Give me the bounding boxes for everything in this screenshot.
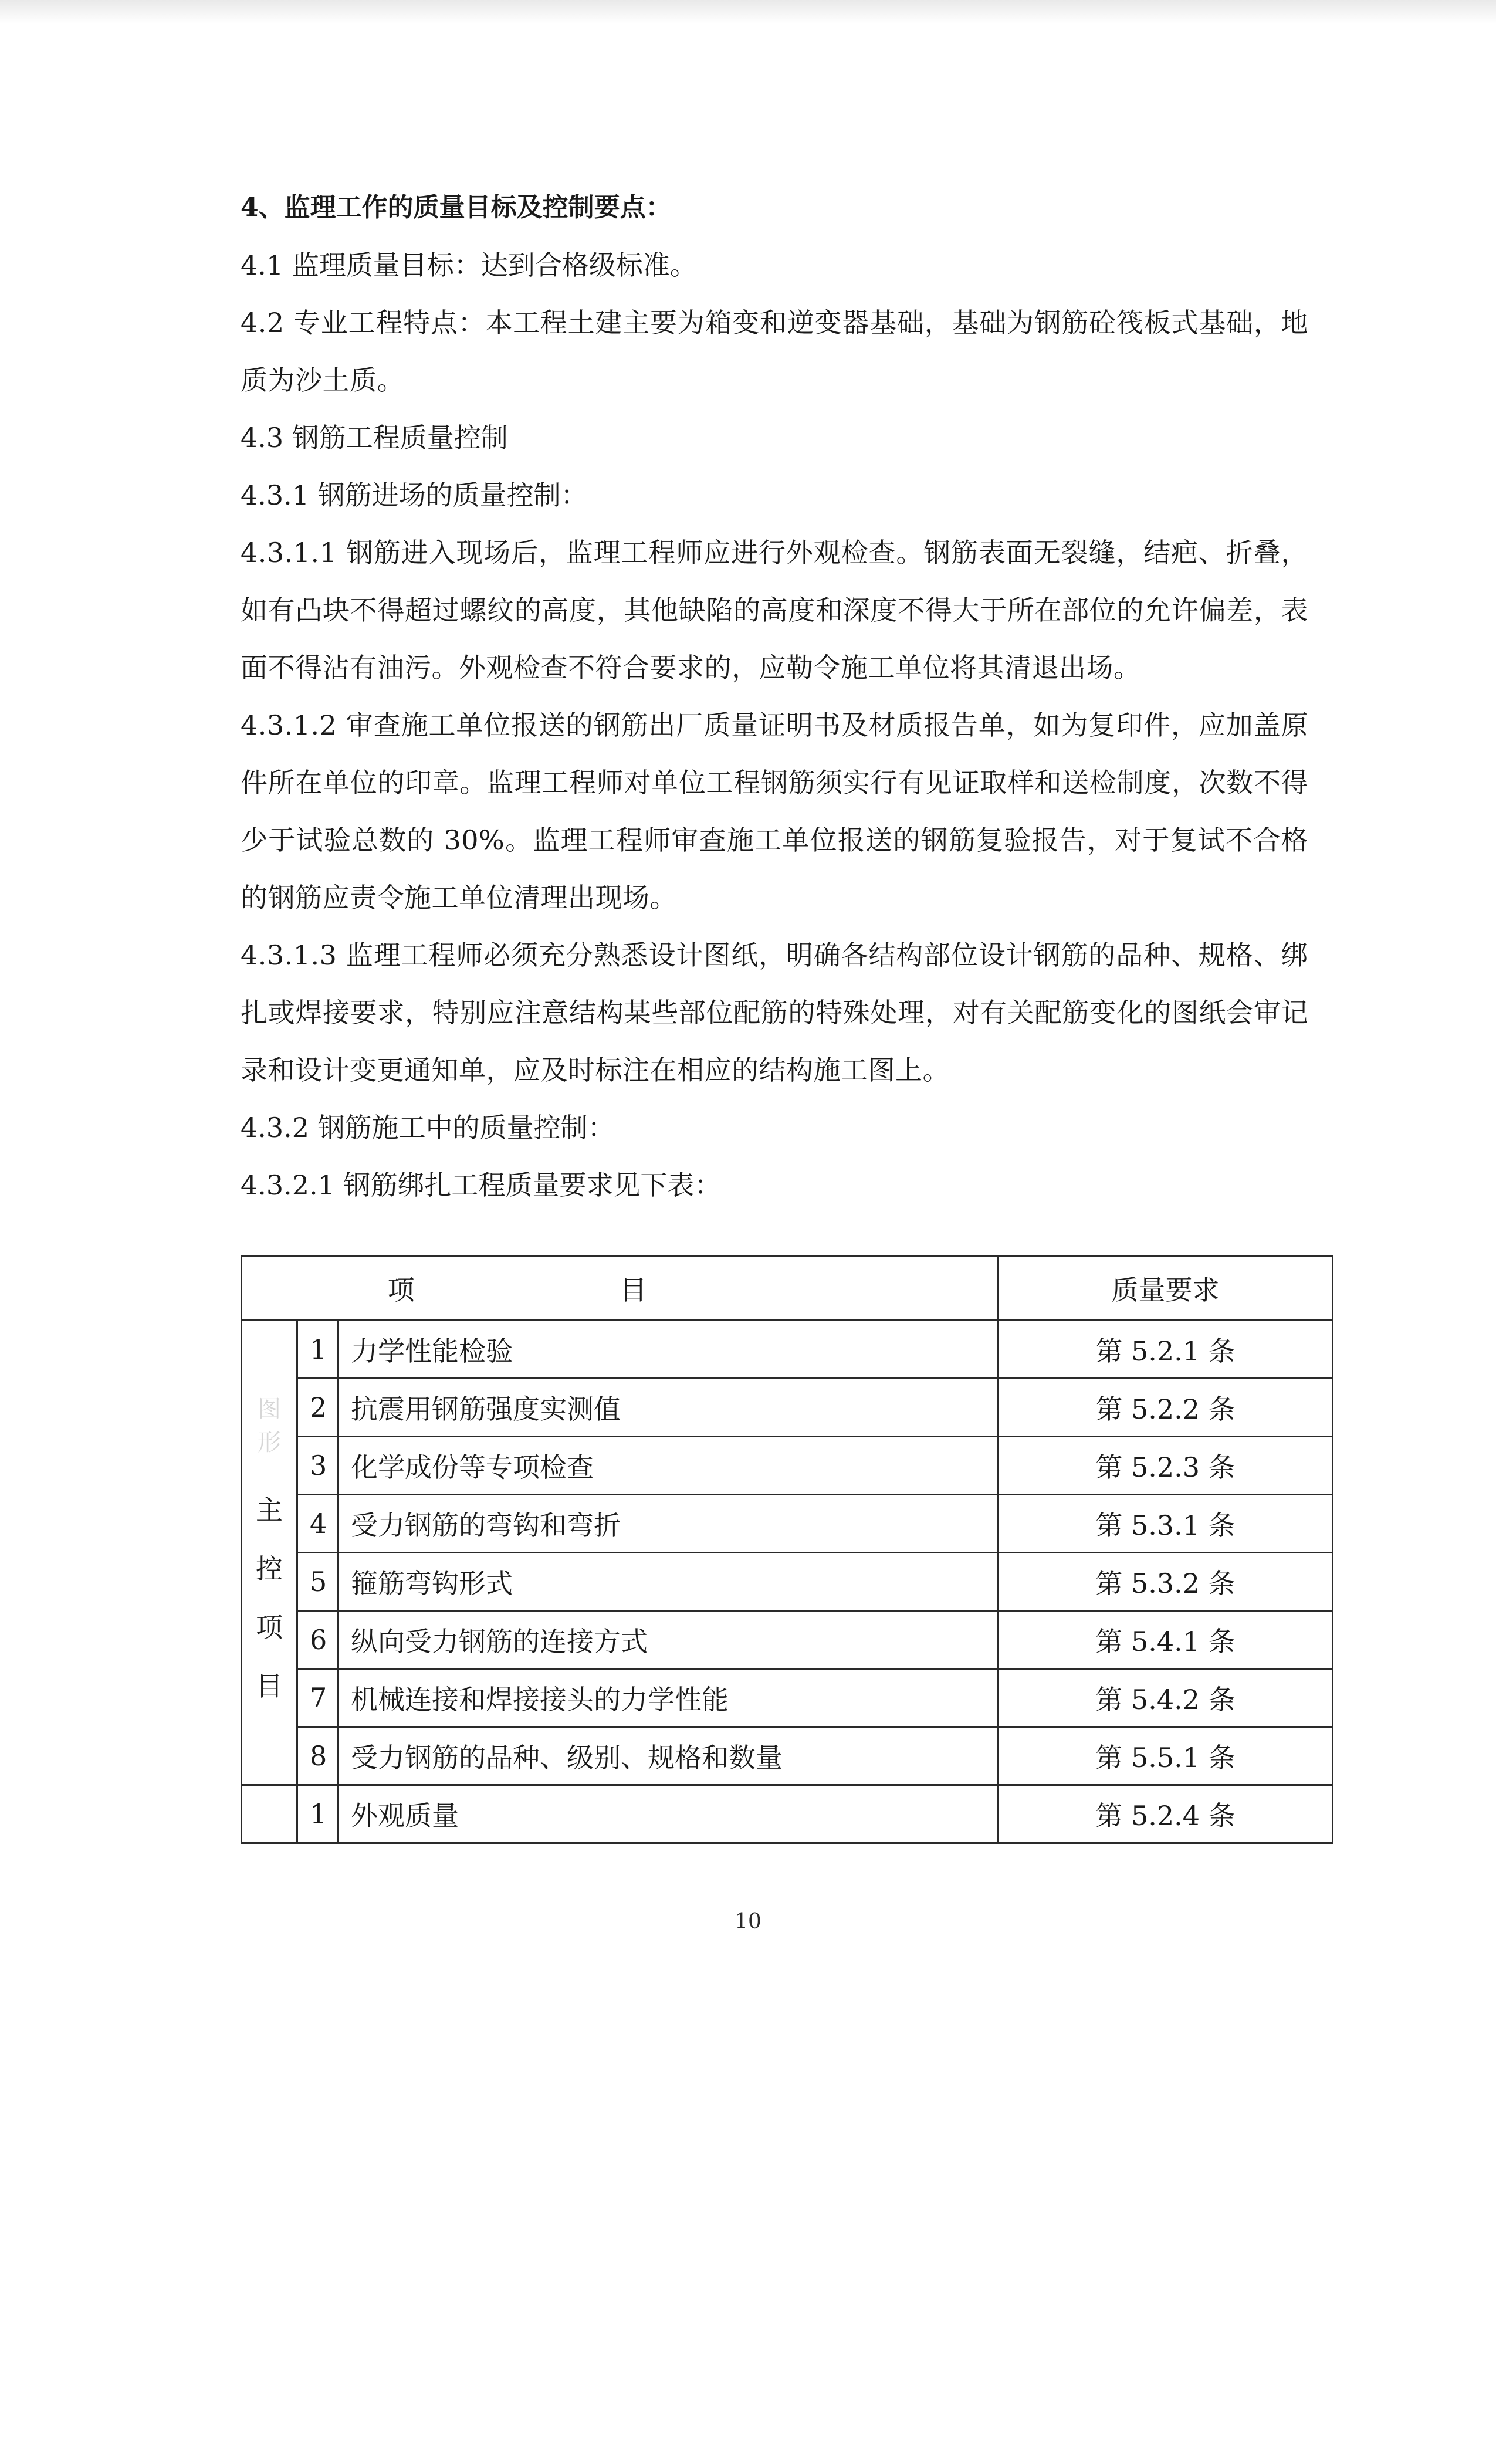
paragraph-4-3-1-2: 4.3.1.2 审查施工单位报送的钢筋出厂质量证明书及材质报告单，如为复印件，应加盖原件所在单位的印章。监理工程师对单位工程钢筋须实行有见证取样和送检制度，次数不得少于试验总数的 30%。监理工程师审查施工单位报送的钢筋复验报告，对于复试不合格的钢筋应责令施工单位清理出现场。 xyxy=(241,709,1308,913)
category-general xyxy=(242,1785,297,1843)
table-row xyxy=(242,1379,1333,1437)
row-requirement: 第 5.2.2 条 xyxy=(999,1379,1333,1437)
row-number: 8 xyxy=(297,1727,339,1785)
row-requirement: 第 5.2.1 条 xyxy=(999,1321,1333,1379)
paragraph-4-3-2-1: 4.3.2.1 钢筋绑扎工程质量要求见下表： xyxy=(241,1169,722,1201)
row-item: 外观质量 xyxy=(339,1785,999,1843)
header-requirement: 质量要求 xyxy=(999,1257,1333,1321)
table-row xyxy=(242,1437,1333,1495)
table-row xyxy=(242,1785,1333,1843)
paragraph-4-3-2: 4.3.2 钢筋施工中的质量控制： xyxy=(241,1112,615,1143)
document-body xyxy=(241,179,1308,1214)
row-item: 受力钢筋的弯钩和弯折 xyxy=(339,1495,999,1553)
paragraph-4-3: 4.3 钢筋工程质量控制 xyxy=(241,422,508,453)
row-requirement: 第 5.5.1 条 xyxy=(999,1727,1333,1785)
paragraph-4-1: 4.1 监理质量目标：达到合格级标准。 xyxy=(241,249,697,281)
row-number: 6 xyxy=(297,1611,339,1669)
paragraph-4-3-1: 4.3.1 钢筋进场的质量控制： xyxy=(241,479,588,511)
row-number: 5 xyxy=(297,1553,339,1611)
paragraph-4-2: 4.2 专业工程特点：本工程土建主要为箱变和逆变器基础，基础为钢筋砼筏板式基础，地质为沙土质。 xyxy=(241,307,1308,396)
table-row xyxy=(242,1727,1333,1785)
row-item: 纵向受力钢筋的连接方式 xyxy=(339,1611,999,1669)
row-requirement: 第 5.4.1 条 xyxy=(999,1611,1333,1669)
row-requirement: 第 5.2.3 条 xyxy=(999,1437,1333,1495)
table-header-row xyxy=(242,1257,1333,1321)
table-row xyxy=(242,1495,1333,1553)
row-number: 1 xyxy=(297,1321,339,1379)
row-requirement: 第 5.4.2 条 xyxy=(999,1669,1333,1727)
paragraph-4-3-1-1: 4.3.1.1 钢筋进入现场后，监理工程师应进行外观检查。钢筋表面无裂缝，结疤、折叠，如有凸块不得超过螺纹的高度，其他缺陷的高度和深度不得大于所在部位的允许偏差，表面不得沾有油污。外观检查不符合要求的，应勒令施工单位将其清退出场。 xyxy=(241,537,1308,683)
category-char: 主 xyxy=(256,1494,283,1526)
category-char: 项 xyxy=(256,1611,283,1643)
row-number: 4 xyxy=(297,1495,339,1553)
row-item: 箍筋弯钩形式 xyxy=(339,1553,999,1611)
page-number: 10 xyxy=(735,1910,761,1934)
quality-requirements-table xyxy=(241,1255,1333,1844)
row-number: 1 xyxy=(297,1785,339,1843)
category-char: 目 xyxy=(256,1670,283,1702)
row-item: 受力钢筋的品种、级别、规格和数量 xyxy=(339,1727,999,1785)
row-requirement: 第 5.2.4 条 xyxy=(999,1785,1333,1843)
row-item: 抗震用钢筋强度实测值 xyxy=(339,1379,999,1437)
row-item: 机械连接和焊接接头的力学性能 xyxy=(339,1669,999,1727)
table-row xyxy=(242,1321,1333,1379)
row-item: 化学成份等专项检查 xyxy=(339,1437,999,1495)
row-number: 3 xyxy=(297,1437,339,1495)
row-requirement: 第 5.3.2 条 xyxy=(999,1553,1333,1611)
row-number: 2 xyxy=(297,1379,339,1437)
paragraph-4-3-1-3: 4.3.1.3 监理工程师必须充分熟悉设计图纸，明确各结构部位设计钢筋的品种、规格、绑扎或焊接要求，特别应注意结构某些部位配筋的特殊处理，对有关配筋变化的图纸会审记录和设计变更通知单，应及时标注在相应的结构施工图上。 xyxy=(241,939,1308,1086)
faint-mark: 图形 xyxy=(258,1395,281,1456)
table-row xyxy=(242,1669,1333,1727)
section-heading: 4、监理工作的质量目标及控制要点： xyxy=(241,192,672,222)
table-row xyxy=(242,1611,1333,1669)
scan-shadow xyxy=(0,0,1496,23)
row-item: 力学性能检验 xyxy=(339,1321,999,1379)
category-char: 控 xyxy=(256,1552,283,1585)
category-main-control xyxy=(242,1321,297,1785)
table-row xyxy=(242,1553,1333,1611)
row-requirement: 第 5.3.1 条 xyxy=(999,1495,1333,1553)
row-number: 7 xyxy=(297,1669,339,1727)
header-item: 项目 xyxy=(242,1257,999,1321)
